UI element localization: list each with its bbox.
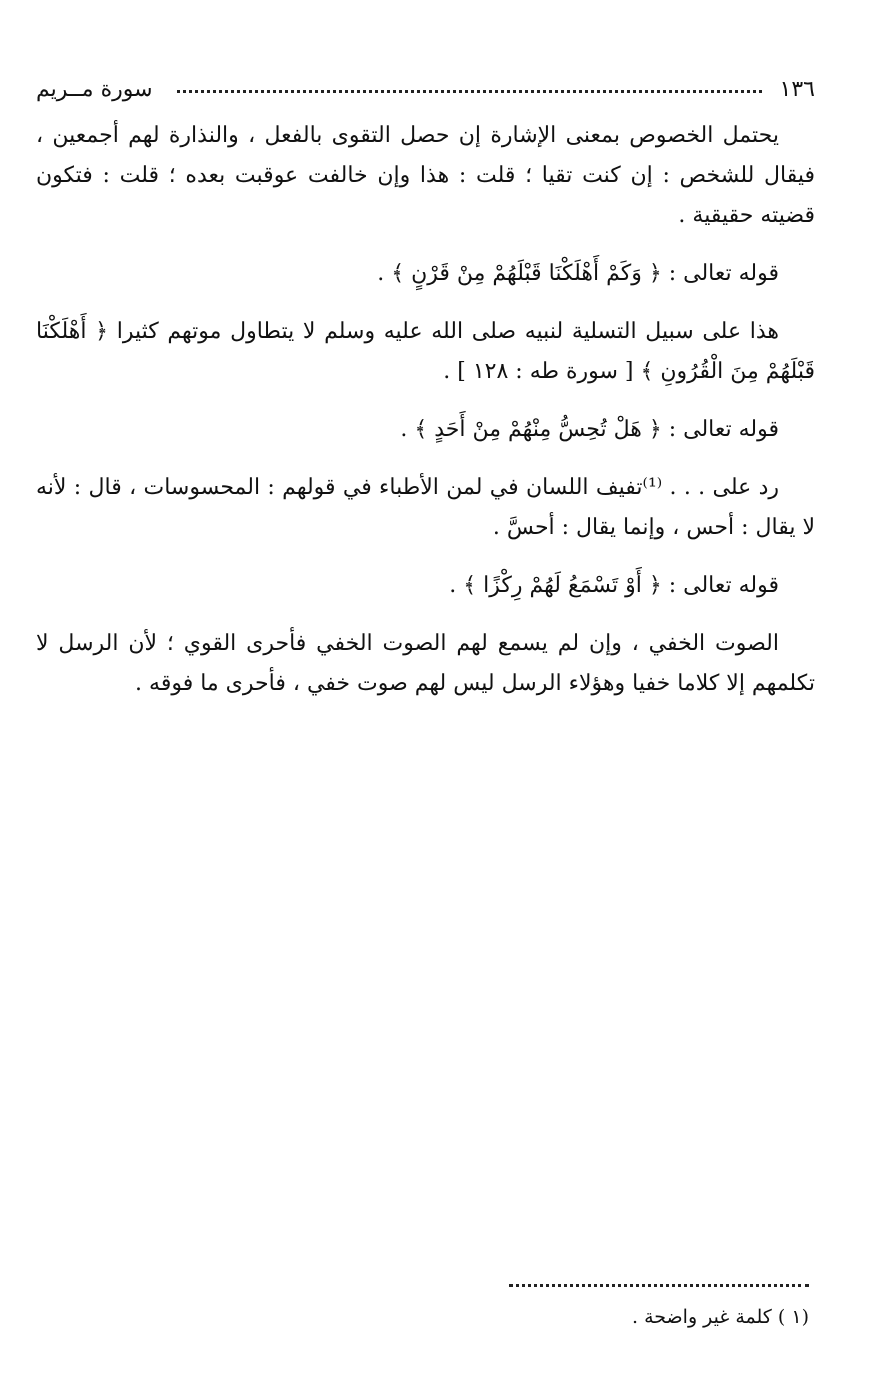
footnote: (١ ) كلمة غير واضحة .: [632, 1306, 809, 1328]
footnote-separator: [509, 1284, 809, 1287]
verse-heading: قوله تعالى : ﴿ هَلْ تُحِسُّ مِنْهُمْ مِنْ أَحَدٍ ﴾ .: [400, 417, 779, 442]
verse-heading: قوله تعالى : ﴿ وَكَمْ أَهْلَكْنَا قَبْلَهُمْ مِنْ قَرْنٍ ﴾ .: [377, 261, 779, 286]
verse-heading: قوله تعالى : ﴿ أَوْ تَسْمَعُ لَهُمْ رِكْزًا ﴾ .: [449, 573, 779, 598]
body-text: [36, 116, 815, 722]
surah-title: سورة مــريم: [36, 76, 153, 102]
paragraph: يحتمل الخصوص بمعنى الإشارة إن حصل التقوى بالفعل ، والنذارة لهم أجمعين ، فيقال للشخص : إن كنت تقيا ؛ قلت : هذا وإن خالفت عوقبت بعده ؛ قلت : فتكون قضيته حقيقية .: [36, 123, 815, 228]
header-dotted-rule: [177, 90, 762, 93]
running-header: [36, 72, 815, 106]
paragraph: الصوت الخفي ، وإن لم يسمع لهم الصوت الخفي فأحرى القوي ؛ لأن الرسل لا تكلمهم إلا كلاما خفيا وهؤلاء الرسل ليس لهم صوت خفي ، فأحرى ما فوقه .: [36, 631, 815, 696]
paragraph: هذا على سبيل التسلية لنبيه صلى الله عليه وسلم لا يتطاول موتهم كثيرا ﴿ أَهْلَكْنَا قَبْلَهُمْ مِنَ الْقُرُونِ ﴾ [ سورة طه : ١٢٨ ] .: [36, 319, 815, 384]
page-number: ١٣٦: [779, 76, 815, 102]
paragraph: رد على . . . ⁽¹⁾تفيف اللسان في لمن الأطباء في قولهم : المحسوسات ، قال : لأنه لا يقال : أحس ، وإنما يقال : أحسَّ .: [36, 475, 815, 540]
